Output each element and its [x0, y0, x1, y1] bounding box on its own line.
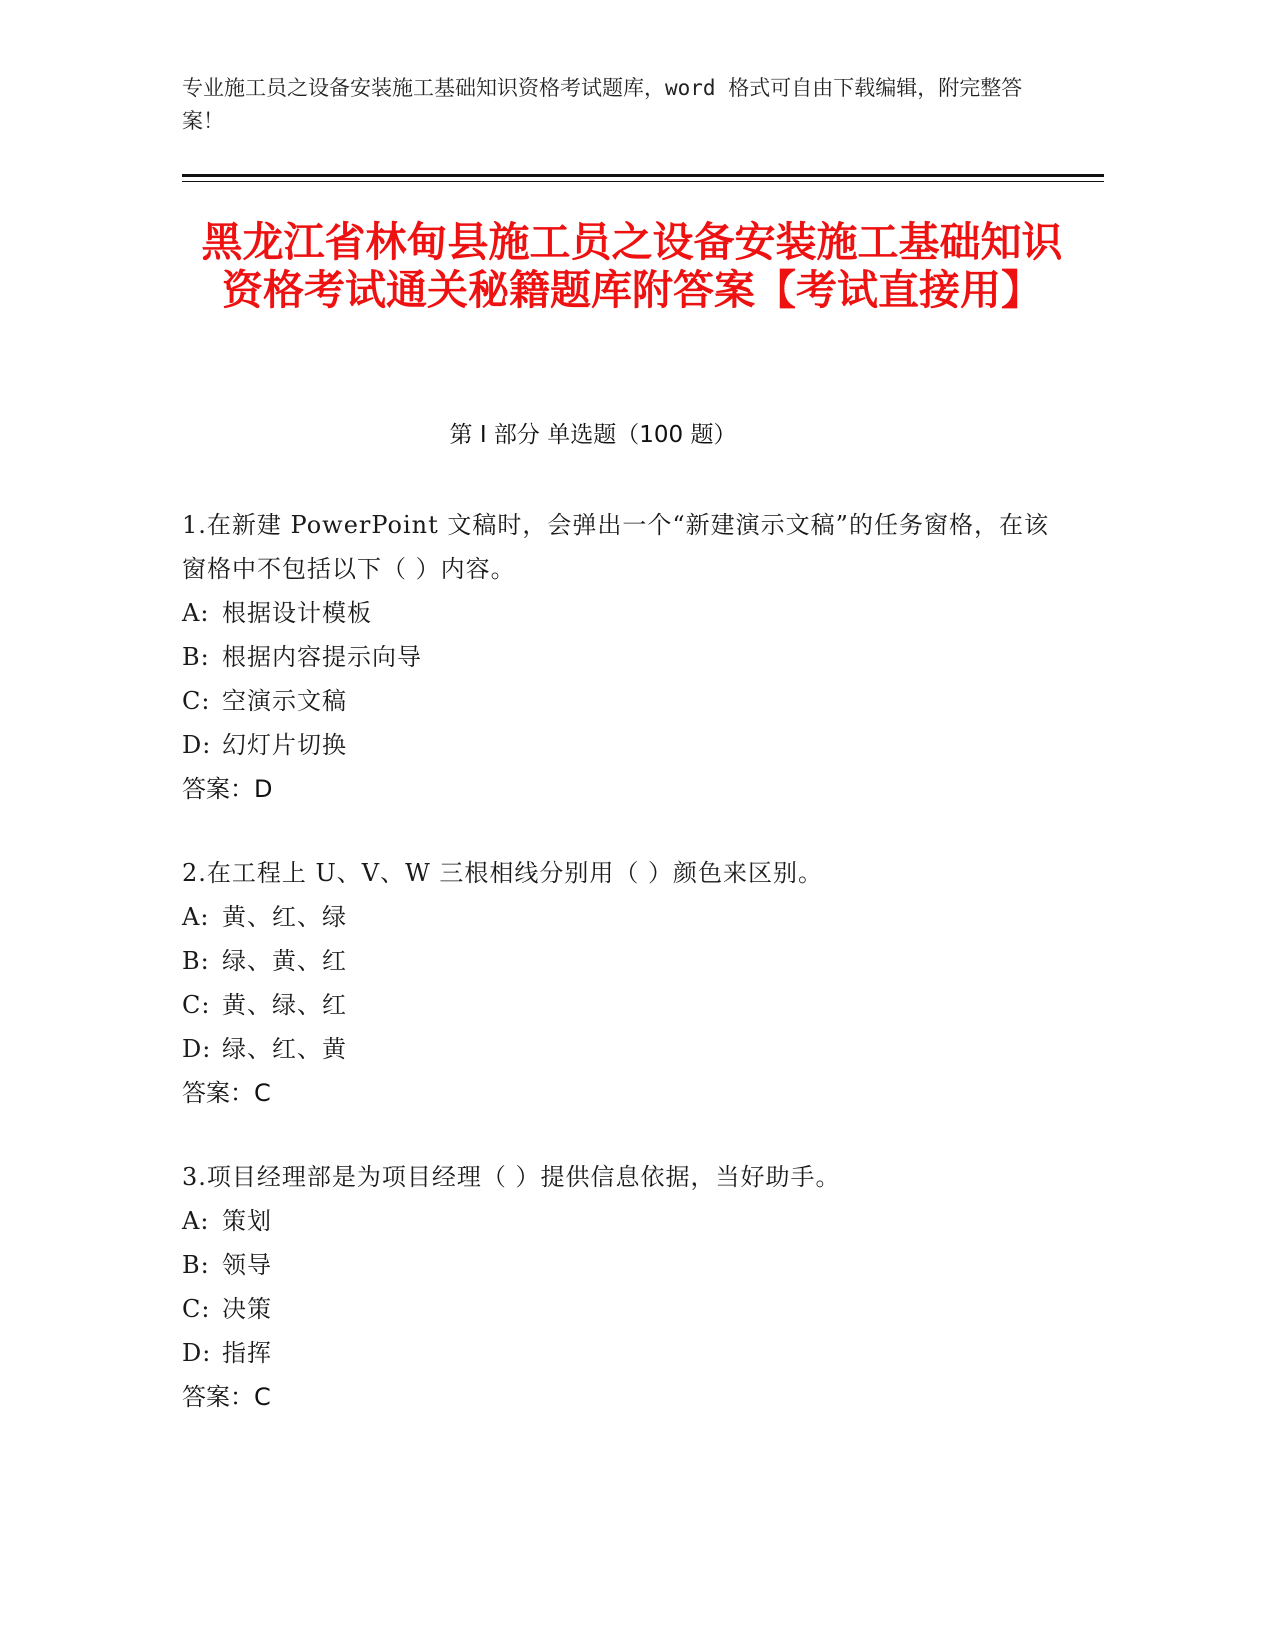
option-text: 领导 — [222, 1251, 272, 1279]
option-letter: D: — [182, 1339, 212, 1367]
header-divider-thick — [182, 174, 1104, 177]
option-text: 空演示文稿 — [222, 687, 347, 715]
option-text: 黄、红、绿 — [222, 903, 347, 931]
option-text: 绿、黄、红 — [222, 947, 347, 975]
option-letter: B: — [182, 1251, 210, 1279]
option-b — [182, 635, 1052, 679]
option-a — [182, 895, 1052, 939]
option-text: 指挥 — [222, 1339, 272, 1367]
option-text: 幻灯片切换 — [222, 731, 347, 759]
option-letter: C: — [182, 687, 211, 715]
option-text: 根据内容提示向导 — [222, 643, 422, 671]
option-c — [182, 983, 1052, 1027]
option-a — [182, 591, 1052, 635]
question-3 — [182, 1155, 1052, 1419]
answer-text: 答案：D — [182, 775, 273, 803]
answer-text: 答案：C — [182, 1383, 271, 1411]
option-text: 黄、绿、红 — [222, 991, 347, 1019]
option-letter: C: — [182, 991, 211, 1019]
option-d — [182, 1331, 1052, 1375]
option-letter: A: — [182, 599, 210, 627]
option-c — [182, 1287, 1052, 1331]
question-1 — [182, 503, 1052, 811]
question-stem: 1.在新建 PowerPoint 文稿时，会弹出一个“新建演示文稿”的任务窗格，在该窗格中不包括以下（ ）内容。 — [182, 511, 1049, 583]
option-d — [182, 723, 1052, 767]
answer-text: 答案：C — [182, 1079, 271, 1107]
option-letter: D: — [182, 1035, 212, 1063]
option-b — [182, 1243, 1052, 1287]
option-letter: C: — [182, 1295, 211, 1323]
option-letter: B: — [182, 643, 210, 671]
option-letter: A: — [182, 1207, 210, 1235]
option-c — [182, 679, 1052, 723]
option-letter: A: — [182, 903, 210, 931]
option-b — [182, 939, 1052, 983]
option-letter: D: — [182, 731, 212, 759]
option-text: 根据设计模板 — [222, 599, 372, 627]
header-divider-thin — [182, 181, 1104, 182]
question-list — [182, 503, 1052, 1459]
header-note: 专业施工员之设备安装施工基础知识资格考试题库，word 格式可自由下载编辑，附完整答案！ — [182, 76, 1023, 133]
option-text: 绿、红、黄 — [222, 1035, 347, 1063]
question-stem: 2.在工程上 U、V、W 三根相线分别用（ ）颜色来区别。 — [182, 859, 824, 887]
option-d — [182, 1027, 1052, 1071]
question-stem: 3.项目经理部是为项目经理（ ）提供信息依据，当好助手。 — [182, 1163, 841, 1191]
option-a — [182, 1199, 1052, 1243]
option-letter: B: — [182, 947, 210, 975]
option-text: 策划 — [222, 1207, 272, 1235]
option-text: 决策 — [222, 1295, 272, 1323]
section-heading: 第 I 部分 单选题（100 题） — [449, 422, 737, 448]
document-title: 黑龙江省林甸县施工员之设备安装施工基础知识资格考试通关秘籍题库附答案【考试直接用】 — [201, 218, 1063, 314]
question-2 — [182, 851, 1052, 1115]
